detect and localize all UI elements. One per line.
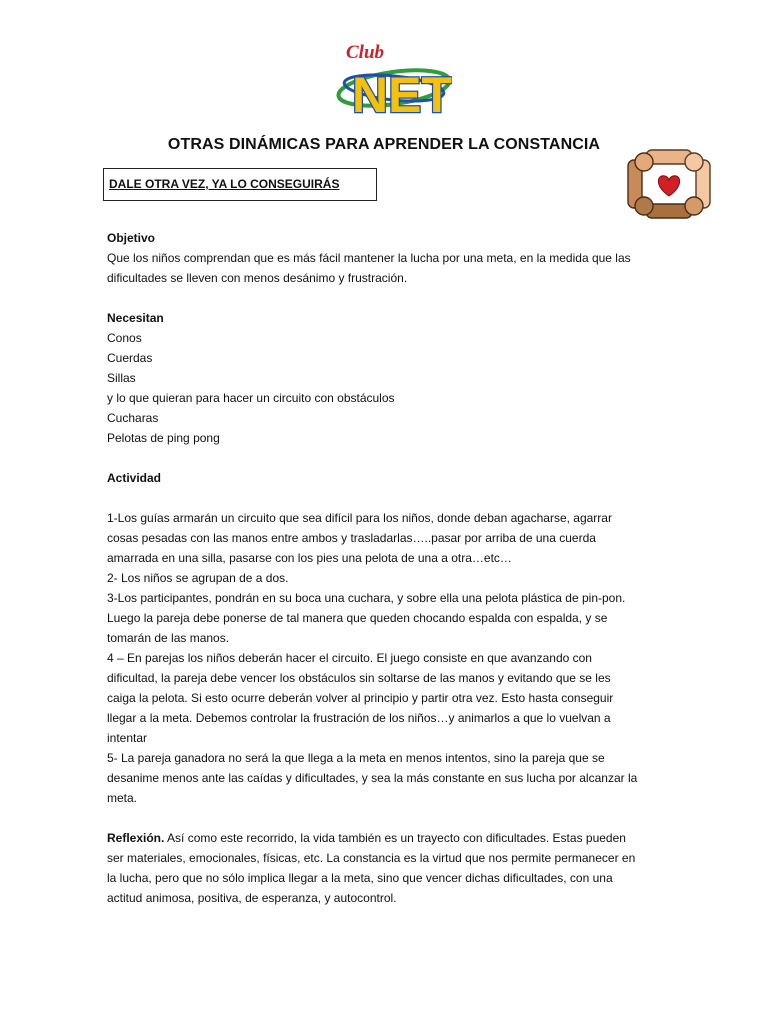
- objetivo-heading: Objetivo: [107, 231, 156, 245]
- actividad-line: 2- Los niños se agrupan de a dos.: [107, 571, 289, 585]
- hand-top-right: [685, 153, 703, 171]
- necesitan-item: Cucharas: [107, 411, 159, 425]
- actividad-heading: Actividad: [107, 471, 162, 485]
- reflexion-label: Reflexión.: [107, 831, 165, 845]
- logo-small-text: Club: [346, 42, 385, 63]
- necesitan-item: Cuerdas: [107, 351, 153, 365]
- hand-bottom-left: [635, 197, 653, 215]
- actividad-line: intentar: [107, 731, 148, 745]
- reflexion-paragraph-first-line: [107, 828, 667, 848]
- actividad-line: 4 – En parejas los niños deberán hacer el circuito. El juego consiste en que avanzando con: [107, 651, 592, 665]
- actividad-line: llegar a la meta. Debemos controlar la frustración de los niños…y animarlos a que lo vuelvan a: [107, 711, 611, 725]
- actividad-line: caiga la pelota. Si esto ocurre deberán volver al principio y partir otra vez. Esto hasta conseguir: [107, 691, 614, 705]
- hand-top-left: [635, 153, 653, 171]
- actividad-line: cosas pesadas con las manos entre ambos y trasladarlas…..pasar por arriba de una cuerda: [107, 531, 596, 545]
- necesitan-item: Pelotas de ping pong: [107, 431, 220, 445]
- necesitan-heading: Necesitan: [107, 311, 164, 325]
- objetivo-line: Que los niños comprendan que es más fácil mantener la lucha por una meta, en la medida que las: [107, 251, 631, 265]
- page-title: OTRAS DINÁMICAS PARA APRENDER LA CONSTANCIA: [167, 136, 601, 153]
- reflexion-line: la lucha, pero que no sólo implica llegar a la meta, sino que vencer dichas dificultades, con una: [107, 871, 613, 885]
- actividad-line: tomarán de las manos.: [107, 631, 230, 645]
- actividad-line: meta.: [107, 791, 138, 805]
- hand-bottom-right: [685, 197, 703, 215]
- actividad-line: 3-Los participantes, pondrán en su boca una cuchara, y sobre ella una pelota plástica de pin-pon.: [107, 591, 626, 605]
- reflexion-first-line-text: Así como este recorrido, la vida también es un trayecto con dificultades. Estas pueden: [164, 831, 626, 845]
- document-body: [107, 228, 667, 908]
- actividad-line: 5- La pareja ganadora no será la que llega a la meta en menos intentos, sino la pareja que se: [107, 751, 605, 765]
- reflexion-line: actitud animosa, positiva, de esperanza, y autocontrol.: [107, 891, 397, 905]
- actividad-line: 1-Los guías armarán un circuito que sea difícil para los niños, donde deban agacharse, agarrar: [107, 511, 612, 525]
- subtitle-box: [103, 168, 377, 201]
- actividad-line: dificultad, la pareja debe vencer los obstáculos sin soltarse de las manos y evitando que se les: [107, 671, 611, 685]
- necesitan-item: Sillas: [107, 371, 136, 385]
- actividad-line: Luego la pareja debe ponerse de tal manera que queden chocando espalda con espalda, y se: [107, 611, 608, 625]
- reflexion-line: ser materiales, emocionales, físicas, etc. La constancia es la virtud que nos permite permanecer en: [107, 851, 636, 865]
- objetivo-line: dificultades se lleven con menos desánimo y frustración.: [107, 271, 408, 285]
- logo-large-text: NET: [352, 67, 452, 123]
- club-net-logo: [334, 36, 452, 128]
- joined-hands-heart-illustration: [624, 146, 714, 222]
- necesitan-item: y lo que quieran para hacer un circuito con obstáculos: [107, 391, 395, 405]
- actividad-line: desanime menos ante las caídas y dificultades, y sea la más constante en sus lucha por alcanzar la: [107, 771, 638, 785]
- actividad-line: amarrada en una silla, pasarse con los pies una pelota de una a otra…etc…: [107, 551, 512, 565]
- heart-icon: [658, 176, 679, 196]
- subtitle-text: DALE OTRA VEZ, YA LO CONSEGUIRÁS: [109, 177, 340, 191]
- necesitan-item: Conos: [107, 331, 142, 345]
